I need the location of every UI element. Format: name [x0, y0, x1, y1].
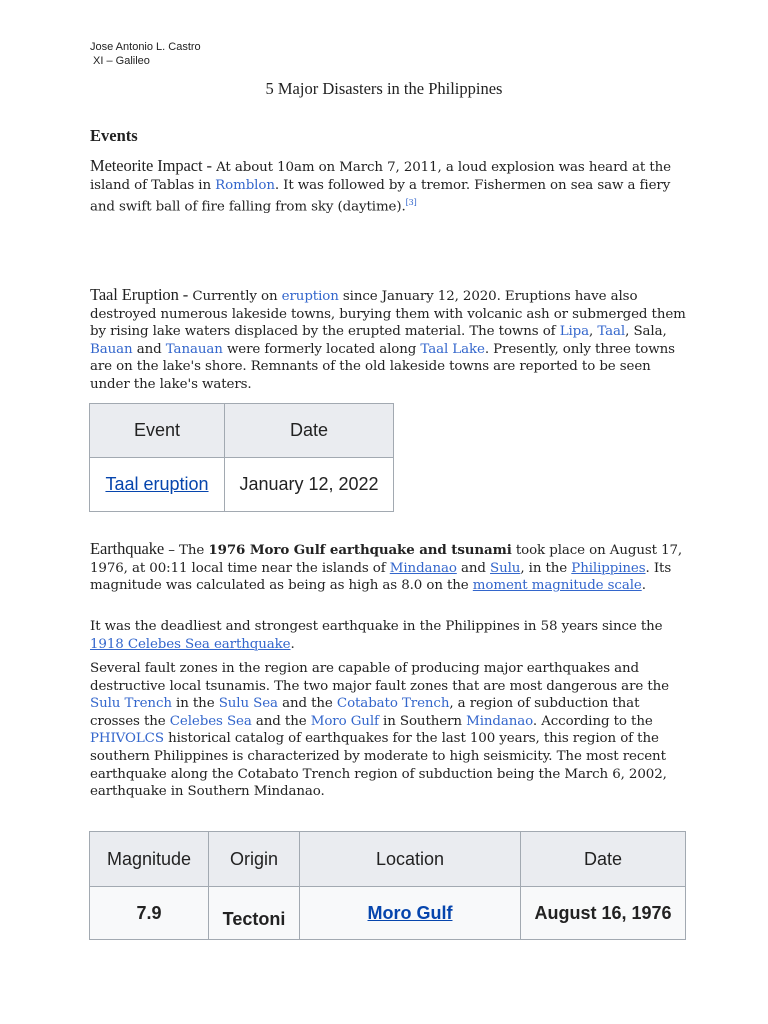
earthquake-text-5: .	[641, 578, 646, 594]
earthquake-text-4: . Its magnitude was calculated as being as high as 8.0 on the	[90, 560, 672, 594]
taal-text-1: Currently on	[188, 289, 282, 304]
link-1918-celebes-sea-earthquake[interactable]: 1918 Celebes Sea earthquake	[90, 636, 291, 652]
earthquake-table-cell-origin	[209, 887, 300, 940]
earthquake-table-header-magnitude: Magnitude	[90, 832, 209, 887]
earthquake-p3-text-4: , a region of subduction that crosses the	[90, 696, 640, 729]
earthquake-p3-text-8: historical catalog of earthquakes for the last 100 years, this region of the southern Philippines is characterized by moderate to high seismicity. The most recent earthquake along the Cotabato Trench region of subduction being the March 6, 2002, earthquake in Southern Mindanao.	[90, 731, 667, 800]
author-block	[90, 40, 201, 68]
earthquake-paragraph-3	[90, 660, 690, 801]
link-celebes-sea[interactable]: Celebes Sea	[169, 713, 252, 729]
reference-3[interactable]: [3]	[405, 198, 417, 208]
author-name: Jose Antonio L. Castro	[90, 41, 201, 53]
taal-text-4: and	[132, 341, 166, 357]
earthquake-paragraph-2	[90, 618, 690, 653]
earthquake-p3-text-6: in Southern	[378, 713, 467, 729]
link-mindanao-2[interactable]: Mindanao	[466, 713, 533, 729]
earthquake-table-cell-location	[300, 887, 521, 940]
author-section: XI – Galileo	[90, 55, 150, 67]
meteorite-paragraph	[90, 157, 690, 216]
earthquake-p3-text-1: Several fault zones in the region are capable of producing major earthquakes and destructive local tsunamis. The two major fault zones that are most dangerous are the	[90, 661, 669, 694]
link-taal-lake[interactable]: Taal Lake	[420, 341, 485, 357]
taal-table-cell-event	[90, 458, 225, 512]
earthquake-table	[89, 831, 686, 940]
earthquake-table-cell-magnitude: 7.9	[90, 887, 209, 940]
taal-heading: Taal Eruption -	[90, 285, 189, 304]
earthquake-event-name: 1976 Moro Gulf earthquake and tsunami	[208, 542, 512, 558]
document-title: 5 Major Disasters in the Philippines	[265, 79, 503, 98]
earthquake-p2-text-2: .	[290, 636, 295, 652]
earthquake-p3-text-3: and the	[277, 696, 337, 712]
taal-text-3: , Sala,	[625, 324, 667, 340]
earthquake-origin-text: Tectoni	[222, 908, 286, 929]
table-row	[90, 458, 394, 512]
link-moro-gulf[interactable]: Moro Gulf	[310, 713, 379, 729]
taal-text-6: . Presently, only three towns are on the lake's shore. Remnants of the old lakeside towns are reported to be seen under the lake's waters.	[90, 341, 675, 392]
earthquake-heading: Earthquake	[90, 539, 165, 558]
earthquake-p3-text-5: and the	[251, 713, 311, 729]
link-sulu-sea[interactable]: Sulu Sea	[218, 696, 278, 712]
earthquake-paragraph-1	[90, 540, 690, 595]
taal-table-cell-date: January 12, 2022	[225, 458, 394, 512]
taal-paragraph	[90, 286, 690, 394]
meteorite-text-2: . It was followed by a tremor. Fishermen on sea saw a fiery and swift ball of fire falling from sky (daytime).	[90, 177, 671, 215]
link-romblon[interactable]: Romblon	[215, 177, 275, 193]
events-heading: Events	[90, 126, 138, 145]
link-sulu[interactable]: Sulu	[490, 560, 521, 576]
earthquake-text-2: and	[456, 560, 491, 576]
taal-text-2: since January 12, 2020. Eruptions have also destroyed numerous lakeside towns, burying them with volcanic ash or submerged them by rising lake waters displaced by the erupted material. The towns of	[90, 289, 686, 340]
link-lipa[interactable]: Lipa	[559, 324, 590, 340]
taal-table-header-event: Event	[90, 404, 225, 458]
taal-text-5: were formerly located along	[222, 341, 421, 357]
link-phivolcs[interactable]: PHIVOLCS	[90, 731, 164, 747]
earthquake-table-header-location: Location	[300, 832, 521, 887]
link-cotabato-trench[interactable]: Cotabato Trench	[336, 696, 450, 712]
earthquake-p3-text-2: in the	[171, 696, 219, 712]
link-moment-magnitude-scale[interactable]: moment magnitude scale	[472, 578, 642, 594]
link-tanauan[interactable]: Tanauan	[165, 341, 223, 357]
earthquake-text-1: took place on August 17, 1976, at 00:11 local time near the islands of	[90, 543, 683, 576]
taal-sep: ,	[589, 324, 598, 340]
link-philippines[interactable]: Philippines	[571, 560, 646, 576]
taal-table-header-row	[90, 404, 394, 458]
earthquake-table-header-date: Date	[521, 832, 686, 887]
earthquake-p3-text-7: . According to the	[532, 713, 653, 729]
link-taal-eruption[interactable]: Taal eruption	[105, 474, 209, 494]
taal-table	[89, 403, 394, 512]
link-moro-gulf-table[interactable]: Moro Gulf	[367, 902, 453, 923]
link-mindanao[interactable]: Mindanao	[389, 560, 457, 576]
meteorite-text-1: At about 10am on March 7, 2011, a loud explosion was heard at the island of Tablas in	[90, 160, 671, 193]
earthquake-table-header-row	[90, 832, 686, 887]
earthquake-p2-text-1: It was the deadliest and strongest earthquake in the Philippines in 58 years since the	[90, 619, 663, 634]
earthquake-table-header-origin: Origin	[209, 832, 300, 887]
link-eruption[interactable]: eruption	[281, 289, 339, 304]
link-bauan[interactable]: Bauan	[90, 341, 133, 357]
link-taal[interactable]: Taal	[597, 324, 626, 340]
link-sulu-trench[interactable]: Sulu Trench	[90, 696, 172, 712]
table-row	[90, 887, 686, 940]
earthquake-text-dash: – The	[164, 543, 209, 558]
taal-table-header-date: Date	[225, 404, 394, 458]
meteorite-heading: Meteorite Impact -	[90, 156, 212, 175]
earthquake-table-cell-date: August 16, 1976	[521, 887, 686, 940]
earthquake-text-3: , in the	[520, 560, 572, 576]
